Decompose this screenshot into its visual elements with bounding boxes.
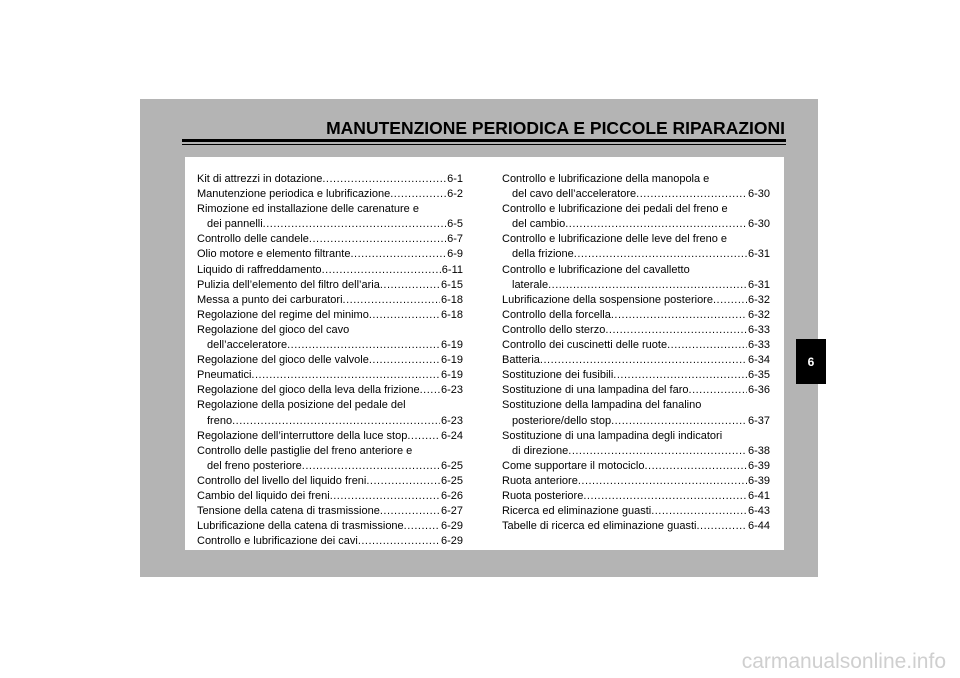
toc-page-number: 6-19 [440, 339, 463, 352]
toc-entry-text: Controllo dello sterzo [502, 323, 606, 336]
toc-page-number: 6-26 [440, 489, 463, 502]
toc-page-number: 6-19 [440, 369, 463, 382]
toc-page-number: 6-31 [747, 278, 770, 291]
toc-leader-dots [369, 308, 440, 323]
toc-entry-text: Pneumatici [197, 369, 252, 382]
toc-page-number: 6-31 [747, 248, 770, 261]
toc-page-number: 6-18 [440, 293, 463, 306]
toc-entry[interactable] [502, 308, 770, 323]
toc-leader-dots [369, 353, 440, 368]
toc-entry[interactable] [502, 172, 770, 202]
toc-entry-text: Regolazione dell’interruttore della luce stop [197, 429, 408, 442]
toc-page-number: 6-33 [747, 339, 770, 352]
toc-leader-dots [574, 247, 747, 262]
toc-leader-dots [548, 278, 747, 293]
toc-entry-text: Come supportare il motociclo [502, 459, 645, 472]
toc-page-number: 6-37 [747, 414, 770, 427]
toc-entry-text: Controllo e lubrificazione della manopola e [502, 173, 710, 185]
toc-page-number: 6-34 [747, 354, 770, 367]
toc-entry-text: Olio motore e elemento filtrante [197, 248, 351, 261]
toc-entry[interactable] [502, 353, 770, 368]
toc-entry-text: freno [207, 414, 233, 427]
toc-entry[interactable] [197, 444, 463, 474]
toc-entry[interactable] [197, 383, 463, 398]
toc-entry-text: del cavo dell’acceleratore [512, 188, 637, 201]
toc-entry-text: Manutenzione periodica e lubrificazione [197, 188, 391, 201]
toc-entry-text: Ricerca ed eliminazione guasti [502, 505, 652, 518]
toc-leader-dots [636, 187, 747, 202]
toc-leader-dots [358, 534, 440, 549]
toc-leader-dots [343, 293, 440, 308]
toc-leader-dots [713, 293, 747, 308]
toc-entry[interactable] [197, 474, 463, 489]
toc-leader-dots [583, 489, 747, 504]
toc-entry-text: del freno posteriore [207, 459, 302, 472]
toc-leader-dots [667, 338, 747, 353]
toc-leader-dots [613, 368, 747, 383]
toc-leader-dots [251, 368, 440, 383]
toc-leader-dots [232, 414, 440, 429]
toc-entry-text: Controllo delle pastiglie del freno anteriore e [197, 444, 413, 457]
toc-entry[interactable] [502, 459, 770, 474]
toc-leader-dots [611, 414, 747, 429]
toc-entry-text: di direzione [512, 444, 569, 457]
toc-page-number: 6-19 [440, 354, 463, 367]
toc-entry-text: Batteria [502, 354, 540, 367]
toc-entry[interactable] [502, 519, 770, 534]
toc-entry[interactable] [197, 519, 463, 534]
toc-entry-text: Messa a punto dei carburatori [197, 293, 343, 306]
toc-entry-text: Lubrificazione della sospensione posteriore [502, 293, 713, 306]
toc-entry[interactable] [197, 232, 463, 247]
toc-entry[interactable] [197, 504, 463, 519]
toc-entry-text: Regolazione del gioco della leva della frizione [197, 384, 420, 397]
toc-entry-text: Controllo e lubrificazione delle leve del freno e [502, 233, 728, 246]
watermark: carmanualsonline.info [741, 650, 946, 673]
toc-leader-dots [380, 278, 440, 293]
toc-entry-text: Lubrificazione della catena di trasmissione [197, 520, 404, 533]
toc-entry-text: Controllo e lubrificazione del cavalletto [502, 263, 690, 276]
toc-entry-text: Regolazione della posizione del pedale del [197, 399, 406, 412]
toc-entry-text: Tensione della catena di trasmissione [197, 505, 380, 518]
toc-page-number: 6-25 [440, 459, 463, 472]
toc-entry-text: Controllo del livello del liquido freni [197, 474, 367, 487]
toc-entry[interactable] [197, 247, 463, 262]
toc-entry-text: dell’acceleratore [207, 339, 288, 352]
toc-page-number: 6-29 [440, 535, 463, 548]
toc-page-number: 6-32 [747, 293, 770, 306]
toc-entry[interactable] [197, 278, 463, 293]
title-rule-thin [182, 144, 786, 145]
toc-page-number: 6-32 [747, 308, 770, 321]
toc-leader-dots [390, 187, 446, 202]
toc-page-number: 6-33 [747, 323, 770, 336]
toc-entry[interactable] [502, 489, 770, 504]
toc-leader-dots [366, 474, 440, 489]
title-rule-thick [182, 139, 786, 142]
toc-entry[interactable] [502, 383, 770, 398]
toc-leader-dots [322, 172, 446, 187]
toc-entry-text: Tabelle di ricerca ed eliminazione guasti [502, 520, 697, 533]
toc-leader-dots [651, 504, 747, 519]
toc-page-number: 6-41 [747, 489, 770, 502]
toc-leader-dots [420, 383, 440, 398]
toc-leader-dots [407, 429, 440, 444]
toc-leader-dots [302, 459, 440, 474]
toc-page-number: 6-1 [447, 173, 463, 185]
toc-leader-dots [565, 217, 747, 232]
toc-page-number: 6-11 [441, 263, 463, 276]
toc-entry[interactable] [502, 429, 770, 459]
toc-page-number: 6-39 [747, 474, 770, 487]
toc-page-number: 6-23 [440, 384, 463, 397]
toc-entry[interactable] [197, 263, 463, 278]
toc-page-number: 6-23 [440, 414, 463, 427]
toc-entry-text: della frizione [512, 248, 574, 261]
toc-page-number: 6-43 [747, 505, 770, 518]
toc-leader-dots [578, 474, 747, 489]
toc-entry-text: laterale [512, 278, 549, 291]
toc-entry-text: Sostituzione della lampadina del fanalino [502, 399, 702, 412]
toc-entry[interactable] [502, 293, 770, 308]
toc-entry[interactable] [197, 398, 463, 428]
toc-leader-dots [322, 263, 441, 278]
toc-entry[interactable] [502, 202, 770, 232]
toc-page-number: 6-36 [747, 384, 770, 397]
toc-page-number: 6-27 [440, 505, 463, 518]
toc-leader-dots [309, 232, 446, 247]
toc-leader-dots [568, 444, 747, 459]
toc-page-number: 6-30 [747, 218, 770, 231]
toc-entry-text: Controllo dei cuscinetti delle ruote [502, 339, 668, 352]
toc-page-number: 6-39 [747, 459, 770, 472]
toc-leader-dots [380, 504, 440, 519]
toc-leader-dots [689, 383, 747, 398]
toc-leader-dots [287, 338, 440, 353]
toc-page-number: 6-18 [440, 308, 463, 321]
toc-entry[interactable] [502, 323, 770, 338]
toc-leader-dots [696, 519, 747, 534]
toc-page-number: 6-15 [440, 278, 463, 291]
toc-entry-text: posteriore/dello stop [512, 414, 612, 427]
toc-entry[interactable] [197, 429, 463, 444]
toc-page-number: 6-24 [440, 429, 463, 442]
toc-leader-dots [350, 247, 446, 262]
toc-leader-dots [404, 519, 440, 534]
toc-entry[interactable] [502, 398, 770, 428]
toc-entry[interactable] [502, 474, 770, 489]
toc-page-number: 6-29 [440, 520, 463, 533]
toc-entry[interactable] [197, 534, 463, 549]
toc-page-number: 6-9 [447, 248, 463, 261]
toc-entry-text: Ruota anteriore [502, 474, 578, 487]
toc-page-number: 6-5 [447, 218, 463, 231]
toc-entry-text: Regolazione del gioco delle valvole [197, 354, 369, 367]
toc-column-right [502, 172, 770, 534]
toc-entry[interactable] [502, 368, 770, 383]
toc-entry-text: Rimozione ed installazione delle carenature e [197, 203, 419, 216]
toc-leader-dots [263, 217, 446, 232]
toc-entry-text: Sostituzione dei fusibili [502, 369, 614, 382]
toc-entry-text: Regolazione del gioco del cavo [197, 323, 350, 336]
toc-entry[interactable] [197, 323, 463, 353]
toc-entry-text: Ruota posteriore [502, 489, 584, 502]
toc-entry[interactable] [197, 308, 463, 323]
toc-entry-text: Controllo delle candele [197, 233, 309, 246]
toc-entry[interactable] [502, 504, 770, 519]
toc-entry[interactable] [197, 187, 463, 202]
toc-entry-text: Kit di attrezzi in dotazione [197, 173, 323, 185]
toc-entry[interactable] [197, 172, 463, 187]
toc-page-number: 6-38 [747, 444, 770, 457]
toc-page-number: 6-35 [747, 369, 770, 382]
toc-entry[interactable] [197, 353, 463, 368]
page-title: MANUTENZIONE PERIODICA E PICCOLE RIPARAZIONI [326, 118, 785, 138]
toc-entry-text: Regolazione del regime del minimo [197, 308, 369, 321]
toc-entry-text: dei pannelli [207, 218, 263, 231]
toc-entry-text: Controllo e lubrificazione dei cavi [197, 535, 358, 548]
toc-page-number: 6-25 [440, 474, 463, 487]
toc-leader-dots [611, 308, 747, 323]
toc-entry-text: Cambio del liquido dei freni [197, 489, 330, 502]
toc-leader-dots [644, 459, 747, 474]
toc-page-number: 6-2 [447, 188, 463, 201]
toc-entry[interactable] [197, 293, 463, 308]
toc-entry[interactable] [197, 368, 463, 383]
toc-entry-text: Sostituzione di una lampadina del faro [502, 384, 689, 397]
chapter-tab[interactable]: 6 [796, 339, 826, 384]
toc-page-number: 6-7 [447, 233, 463, 246]
toc-leader-dots [605, 323, 747, 338]
toc-entry-text: del cambio [512, 218, 566, 231]
toc-leader-dots [330, 489, 440, 504]
toc-entry-text: Sostituzione di una lampadina degli indicatori [502, 429, 723, 442]
toc-entry[interactable] [502, 232, 770, 262]
toc-entry-text: Liquido di raffreddamento [197, 263, 322, 276]
toc-entry-text: Pulizia dell’elemento del filtro dell’aria [197, 278, 380, 291]
toc-entry[interactable] [197, 489, 463, 504]
toc-column-left [197, 172, 463, 549]
toc-entry[interactable] [502, 263, 770, 293]
toc-page-number: 6-30 [747, 188, 770, 201]
toc-entry-text: Controllo della forcella [502, 308, 611, 321]
toc-entry-text: Controllo e lubrificazione dei pedali del freno e [502, 203, 728, 216]
toc-entry[interactable] [502, 338, 770, 353]
toc-entry[interactable] [197, 202, 463, 232]
toc-page-number: 6-44 [747, 520, 770, 533]
toc-leader-dots [540, 353, 747, 368]
